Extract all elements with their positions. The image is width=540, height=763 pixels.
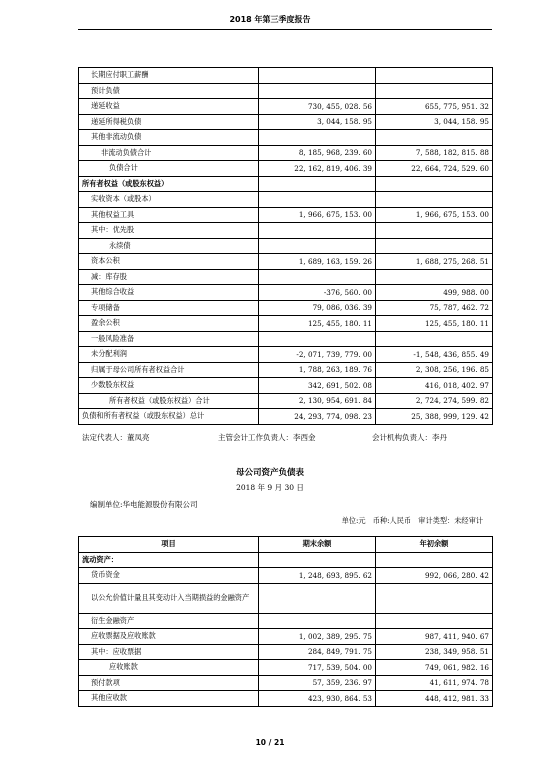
row-label: 其中：应收票据 [79,644,259,660]
report-date: 2018 年 9 月 30 日 [236,483,304,492]
parent-balance-sheet-table [78,536,493,707]
table-header-row [79,537,493,553]
table-row [79,409,493,425]
period-end-value: 79, 086, 036. 39 [259,300,376,316]
year-start-value: 1, 688, 275, 268. 51 [376,254,493,270]
row-label: 专项储备 [79,300,259,316]
currency-units: 单位:元 币种:人民币 审计类型：未经审计 [341,516,483,525]
year-start-value: 75, 787, 462. 72 [376,300,493,316]
row-label: 其他应收款 [79,691,259,707]
period-end-value [259,613,376,629]
year-start-value [376,613,493,629]
row-label: 其他权益工具 [79,207,259,223]
table-row [79,583,493,613]
table-row [79,629,493,645]
table-row [79,393,493,409]
row-label: 预付款项 [79,675,259,691]
table-row [79,254,493,270]
period-end-value: 3, 044, 158. 95 [259,114,376,130]
row-label: 减：库存股 [79,269,259,285]
row-label: 归属于母公司所有者权益合计 [79,362,259,378]
year-start-value: 448, 412, 981. 33 [376,691,493,707]
year-start-value: 7, 588, 182, 815. 88 [376,145,493,161]
row-label: 递延收益 [79,99,259,115]
period-end-value [259,176,376,192]
row-label: 所有者权益（或股东权益）合计 [79,393,259,409]
period-end-value: -376, 560. 00 [259,285,376,301]
table-row [79,378,493,394]
table-row [79,207,493,223]
year-start-value [376,552,493,568]
period-end-value: 1, 966, 675, 153. 00 [259,207,376,223]
row-label: 所有者权益（或股东权益） [79,176,259,192]
row-label: 一般风险准备 [79,331,259,347]
row-label: 以公允价值计量且其变动计入当期损益的金融资产 [79,583,259,613]
header-year-start: 年初余额 [376,537,493,553]
row-label: 其中：优先股 [79,223,259,239]
year-start-value: 749, 061, 982. 16 [376,660,493,676]
accounting-org-head: 会计机构负责人：李丹 [372,433,447,442]
table-row [79,300,493,316]
table-row [79,192,493,208]
legal-representative: 法定代表人：董凤亮 [82,433,150,442]
year-start-value: -1, 548, 436, 855. 49 [376,347,493,363]
year-start-value [376,68,493,84]
period-end-value [259,331,376,347]
period-end-value: 8, 185, 968, 239. 60 [259,145,376,161]
year-start-value [376,192,493,208]
row-label: 递延所得税负债 [79,114,259,130]
year-start-value: 992, 066, 280. 42 [376,568,493,584]
year-start-value [376,238,493,254]
period-end-value [259,68,376,84]
period-end-value: 57, 359, 236. 97 [259,675,376,691]
table-row [79,238,493,254]
table-row [79,675,493,691]
row-label: 少数股东权益 [79,378,259,394]
row-label: 长期应付职工薪酬 [79,68,259,84]
period-end-value: 1, 689, 163, 159. 26 [259,254,376,270]
year-start-value: 41, 611, 974. 78 [376,675,493,691]
row-label: 应收票据及应收账款 [79,629,259,645]
row-label: 永续债 [79,238,259,254]
table-row [79,223,493,239]
row-label: 未分配利润 [79,347,259,363]
table-row [79,176,493,192]
table-row [79,161,493,177]
period-end-value: 717, 539, 504. 00 [259,660,376,676]
row-label: 衍生金融资产 [79,613,259,629]
table-row [79,552,493,568]
row-label: 预计负债 [79,83,259,99]
table-row [79,285,493,301]
table-row [79,130,493,146]
year-start-value [376,583,493,613]
row-label: 资本公积 [79,254,259,270]
year-start-value [376,130,493,146]
period-end-value: 125, 455, 180. 11 [259,316,376,332]
row-label: 应收账款 [79,660,259,676]
period-end-value: 2, 130, 954, 691. 84 [259,393,376,409]
year-start-value [376,269,493,285]
table-row [79,269,493,285]
year-start-value: 655, 775, 951. 32 [376,99,493,115]
year-start-value: 499, 988. 00 [376,285,493,301]
year-start-value [376,83,493,99]
row-label: 其他综合收益 [79,285,259,301]
period-end-value [259,583,376,613]
year-start-value: 25, 388, 999, 129. 42 [376,409,493,425]
compiling-unit: 编制单位:华电能源股份有限公司 [90,500,198,509]
year-start-value: 22, 664, 724, 529. 60 [376,161,493,177]
header-rule [78,29,492,30]
header-period-end: 期末余额 [259,537,376,553]
period-end-value [259,269,376,285]
period-end-value [259,223,376,239]
year-start-value: 416, 018, 402. 97 [376,378,493,394]
period-end-value [259,552,376,568]
period-end-value [259,238,376,254]
year-start-value: 238, 349, 958. 51 [376,644,493,660]
table-row [79,99,493,115]
accounting-head: 主管会计工作负责人：李西金 [218,433,316,442]
year-start-value: 3, 044, 158. 95 [376,114,493,130]
consolidated-balance-sheet-table [78,67,493,425]
row-label: 负债合计 [79,161,259,177]
table-row [79,331,493,347]
row-label: 负债和所有者权益（或股东权益）总计 [79,409,259,425]
period-end-value: 1, 788, 263, 189. 76 [259,362,376,378]
period-end-value: 22, 162, 819, 406. 39 [259,161,376,177]
period-end-value: -2, 071, 739, 779. 00 [259,347,376,363]
year-start-value: 987, 411, 940. 67 [376,629,493,645]
header-item: 项目 [79,537,259,553]
year-start-value: 125, 455, 180. 11 [376,316,493,332]
table-row [79,114,493,130]
table-row [79,691,493,707]
page-number: 10 / 21 [255,738,285,747]
year-start-value: 2, 308, 256, 196. 85 [376,362,493,378]
period-end-value [259,130,376,146]
year-start-value [376,331,493,347]
row-label: 流动资产： [79,552,259,568]
table-row [79,568,493,584]
row-label: 实收资本（或股本） [79,192,259,208]
period-end-value [259,192,376,208]
table-row [79,613,493,629]
row-label: 盈余公积 [79,316,259,332]
period-end-value: 730, 455, 028. 56 [259,99,376,115]
year-start-value [376,223,493,239]
period-end-value: 342, 691, 502. 08 [259,378,376,394]
period-end-value: 284, 849, 791. 75 [259,644,376,660]
table-row [79,660,493,676]
table-row [79,145,493,161]
table-row [79,83,493,99]
period-end-value [259,83,376,99]
period-end-value: 24, 293, 774, 098. 23 [259,409,376,425]
period-end-value: 1, 002, 389, 295. 75 [259,629,376,645]
table-row [79,316,493,332]
table-row [79,362,493,378]
table-row [79,347,493,363]
table-row [79,68,493,84]
period-end-value: 423, 930, 864. 53 [259,691,376,707]
period-end-value: 1, 248, 693, 895. 62 [259,568,376,584]
section-title: 母公司资产负债表 [235,468,304,478]
page-header-title: 2018 年第三季度报告 [229,15,311,24]
table-row [79,644,493,660]
year-start-value: 2, 724, 274, 599. 82 [376,393,493,409]
year-start-value [376,176,493,192]
row-label: 非流动负债合计 [79,145,259,161]
row-label: 其他非流动负债 [79,130,259,146]
row-label: 货币资金 [79,568,259,584]
year-start-value: 1, 966, 675, 153. 00 [376,207,493,223]
